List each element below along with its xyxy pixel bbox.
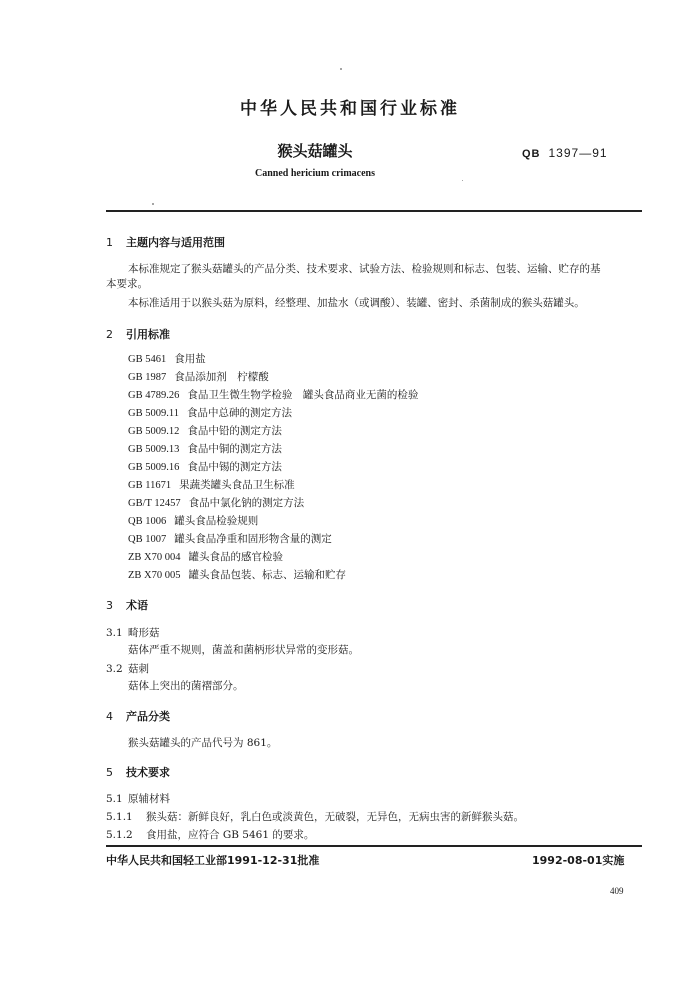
referenced-standard-item <box>128 477 295 492</box>
standard-code: GB 5009.11 <box>128 408 179 419</box>
referenced-standard-item <box>128 549 283 564</box>
standard-code: GB 1987 <box>128 372 167 383</box>
section-number: 2 <box>106 328 113 341</box>
referenced-standard-item <box>128 531 332 546</box>
section-4-heading <box>106 708 170 724</box>
clause-text: 原辅材料 <box>128 793 170 805</box>
standard-name: 罐头食品的感官检验 <box>188 551 283 563</box>
section-number: 4 <box>106 710 113 723</box>
term-title: 畸形菇 <box>128 627 160 639</box>
standard-name: 食用盐 <box>174 353 206 365</box>
section-number: 1 <box>106 236 113 249</box>
issuing-body-title: 中华人民共和国行业标准 <box>240 99 460 119</box>
section-title: 主题内容与适用范围 <box>126 236 225 249</box>
clause-5-1 <box>106 791 170 806</box>
standard-name: 果蔬类罐头食品卫生标准 <box>179 479 295 491</box>
implementation-date: 1992-08-01实施 <box>532 854 625 867</box>
term-3-2-heading <box>106 661 149 676</box>
section-3-heading <box>106 597 148 613</box>
standard-name: 食品中锡的测定方法 <box>187 461 282 473</box>
clause-number: 5.1.1 <box>106 811 133 823</box>
section-title: 产品分类 <box>126 710 170 723</box>
standard-code: QB 1006 <box>128 516 167 527</box>
section-title: 技术要求 <box>126 766 170 779</box>
standard-code: GB/T 12457 <box>128 498 181 509</box>
clause-text: 食用盐，应符合 GB 5461 的要求。 <box>146 829 315 841</box>
referenced-standard-item <box>128 351 206 366</box>
referenced-standard-item <box>128 495 304 510</box>
term-3-2-definition: 菇体上突出的菌褶部分。 <box>128 680 244 692</box>
section-1-para1-line1: 本标准规定了猴头菇罐头的产品分类、技术要求、试验方法、检验规则和标志、包装、运输、贮存的基 <box>128 263 601 275</box>
standard-code: GB 5009.13 <box>128 444 180 455</box>
term-number: 3.2 <box>106 663 123 675</box>
referenced-standard-item <box>128 369 269 384</box>
section-5-heading <box>106 764 170 780</box>
standard-code: GB 5461 <box>128 354 167 365</box>
standard-name: 食品卫生微生物学检验 罐头食品商业无菌的检验 <box>187 389 419 401</box>
standard-name: 食品添加剂 柠檬酸 <box>174 371 269 383</box>
clause-number: 5.1 <box>106 793 123 805</box>
standard-number <box>522 146 608 160</box>
scan-speck <box>462 180 463 181</box>
standard-code: GB 5009.16 <box>128 462 180 473</box>
clause-5-1-1 <box>106 809 524 824</box>
standard-code: ZB X70 005 <box>128 570 181 581</box>
section-title: 术语 <box>126 599 148 612</box>
referenced-standard-item <box>128 387 418 402</box>
clause-5-1-2 <box>106 827 314 842</box>
referenced-standard-item <box>128 423 282 438</box>
section-1-heading <box>106 234 225 250</box>
english-title: Canned hericium crimacens <box>255 168 375 179</box>
standard-code: QB 1007 <box>128 534 167 545</box>
approval-line: 中华人民共和国轻工业部1991-12-31批准 <box>106 854 320 867</box>
clause-text: 猴头菇：新鲜良好，乳白色或淡黄色，无破裂，无异色，无病虫害的新鲜猴头菇。 <box>146 811 524 823</box>
footer-rule <box>106 845 642 847</box>
section-number: 3 <box>106 599 113 612</box>
document-title: 猴头菇罐头 <box>277 142 353 160</box>
standard-name: 食品中铅的测定方法 <box>187 425 282 437</box>
scan-speck <box>340 68 342 70</box>
header-rule <box>106 210 642 212</box>
standard-code: GB 4789.26 <box>128 390 180 401</box>
standard-name: 食品中总砷的测定方法 <box>186 407 292 419</box>
scan-speck <box>152 203 154 205</box>
standard-code: 1397—91 <box>548 146 608 160</box>
term-title: 菇刺 <box>128 663 149 675</box>
standard-name: 食品中氯化钠的测定方法 <box>188 497 305 509</box>
term-3-1-heading <box>106 625 160 640</box>
section-1-para2: 本标准适用于以猴头菇为原料，经整理、加盐水（或调酸）、装罐、密封、杀菌制成的猴头菇罐头。 <box>128 297 585 309</box>
referenced-standard-item <box>128 459 282 474</box>
section-4-text: 猴头菇罐头的产品代号为 861。 <box>128 737 278 749</box>
referenced-standard-item <box>128 441 282 456</box>
standard-name: 罐头食品净重和固形物含量的测定 <box>174 533 332 545</box>
section-2-heading <box>106 326 170 342</box>
standard-code: GB 5009.12 <box>128 426 180 437</box>
standard-code: GB 11671 <box>128 480 172 491</box>
standard-name: 罐头食品检验规则 <box>174 515 259 527</box>
section-number: 5 <box>106 766 113 779</box>
standard-name: 罐头食品包装、标志、运输和贮存 <box>188 569 346 581</box>
standard-name: 食品中铜的测定方法 <box>187 443 282 455</box>
referenced-standard-item <box>128 513 258 528</box>
standard-prefix: QB <box>522 148 541 160</box>
referenced-standard-item <box>128 567 346 582</box>
term-number: 3.1 <box>106 627 123 639</box>
section-title: 引用标准 <box>126 328 170 341</box>
page-number: 409 <box>610 886 624 896</box>
clause-number: 5.1.2 <box>106 829 133 841</box>
referenced-standard-item <box>128 405 292 420</box>
term-3-1-definition: 菇体严重不规则，菌盖和菌柄形状异常的变形菇。 <box>128 644 359 656</box>
section-1-para1-line2: 本要求。 <box>106 278 148 290</box>
standard-code: ZB X70 004 <box>128 552 181 563</box>
